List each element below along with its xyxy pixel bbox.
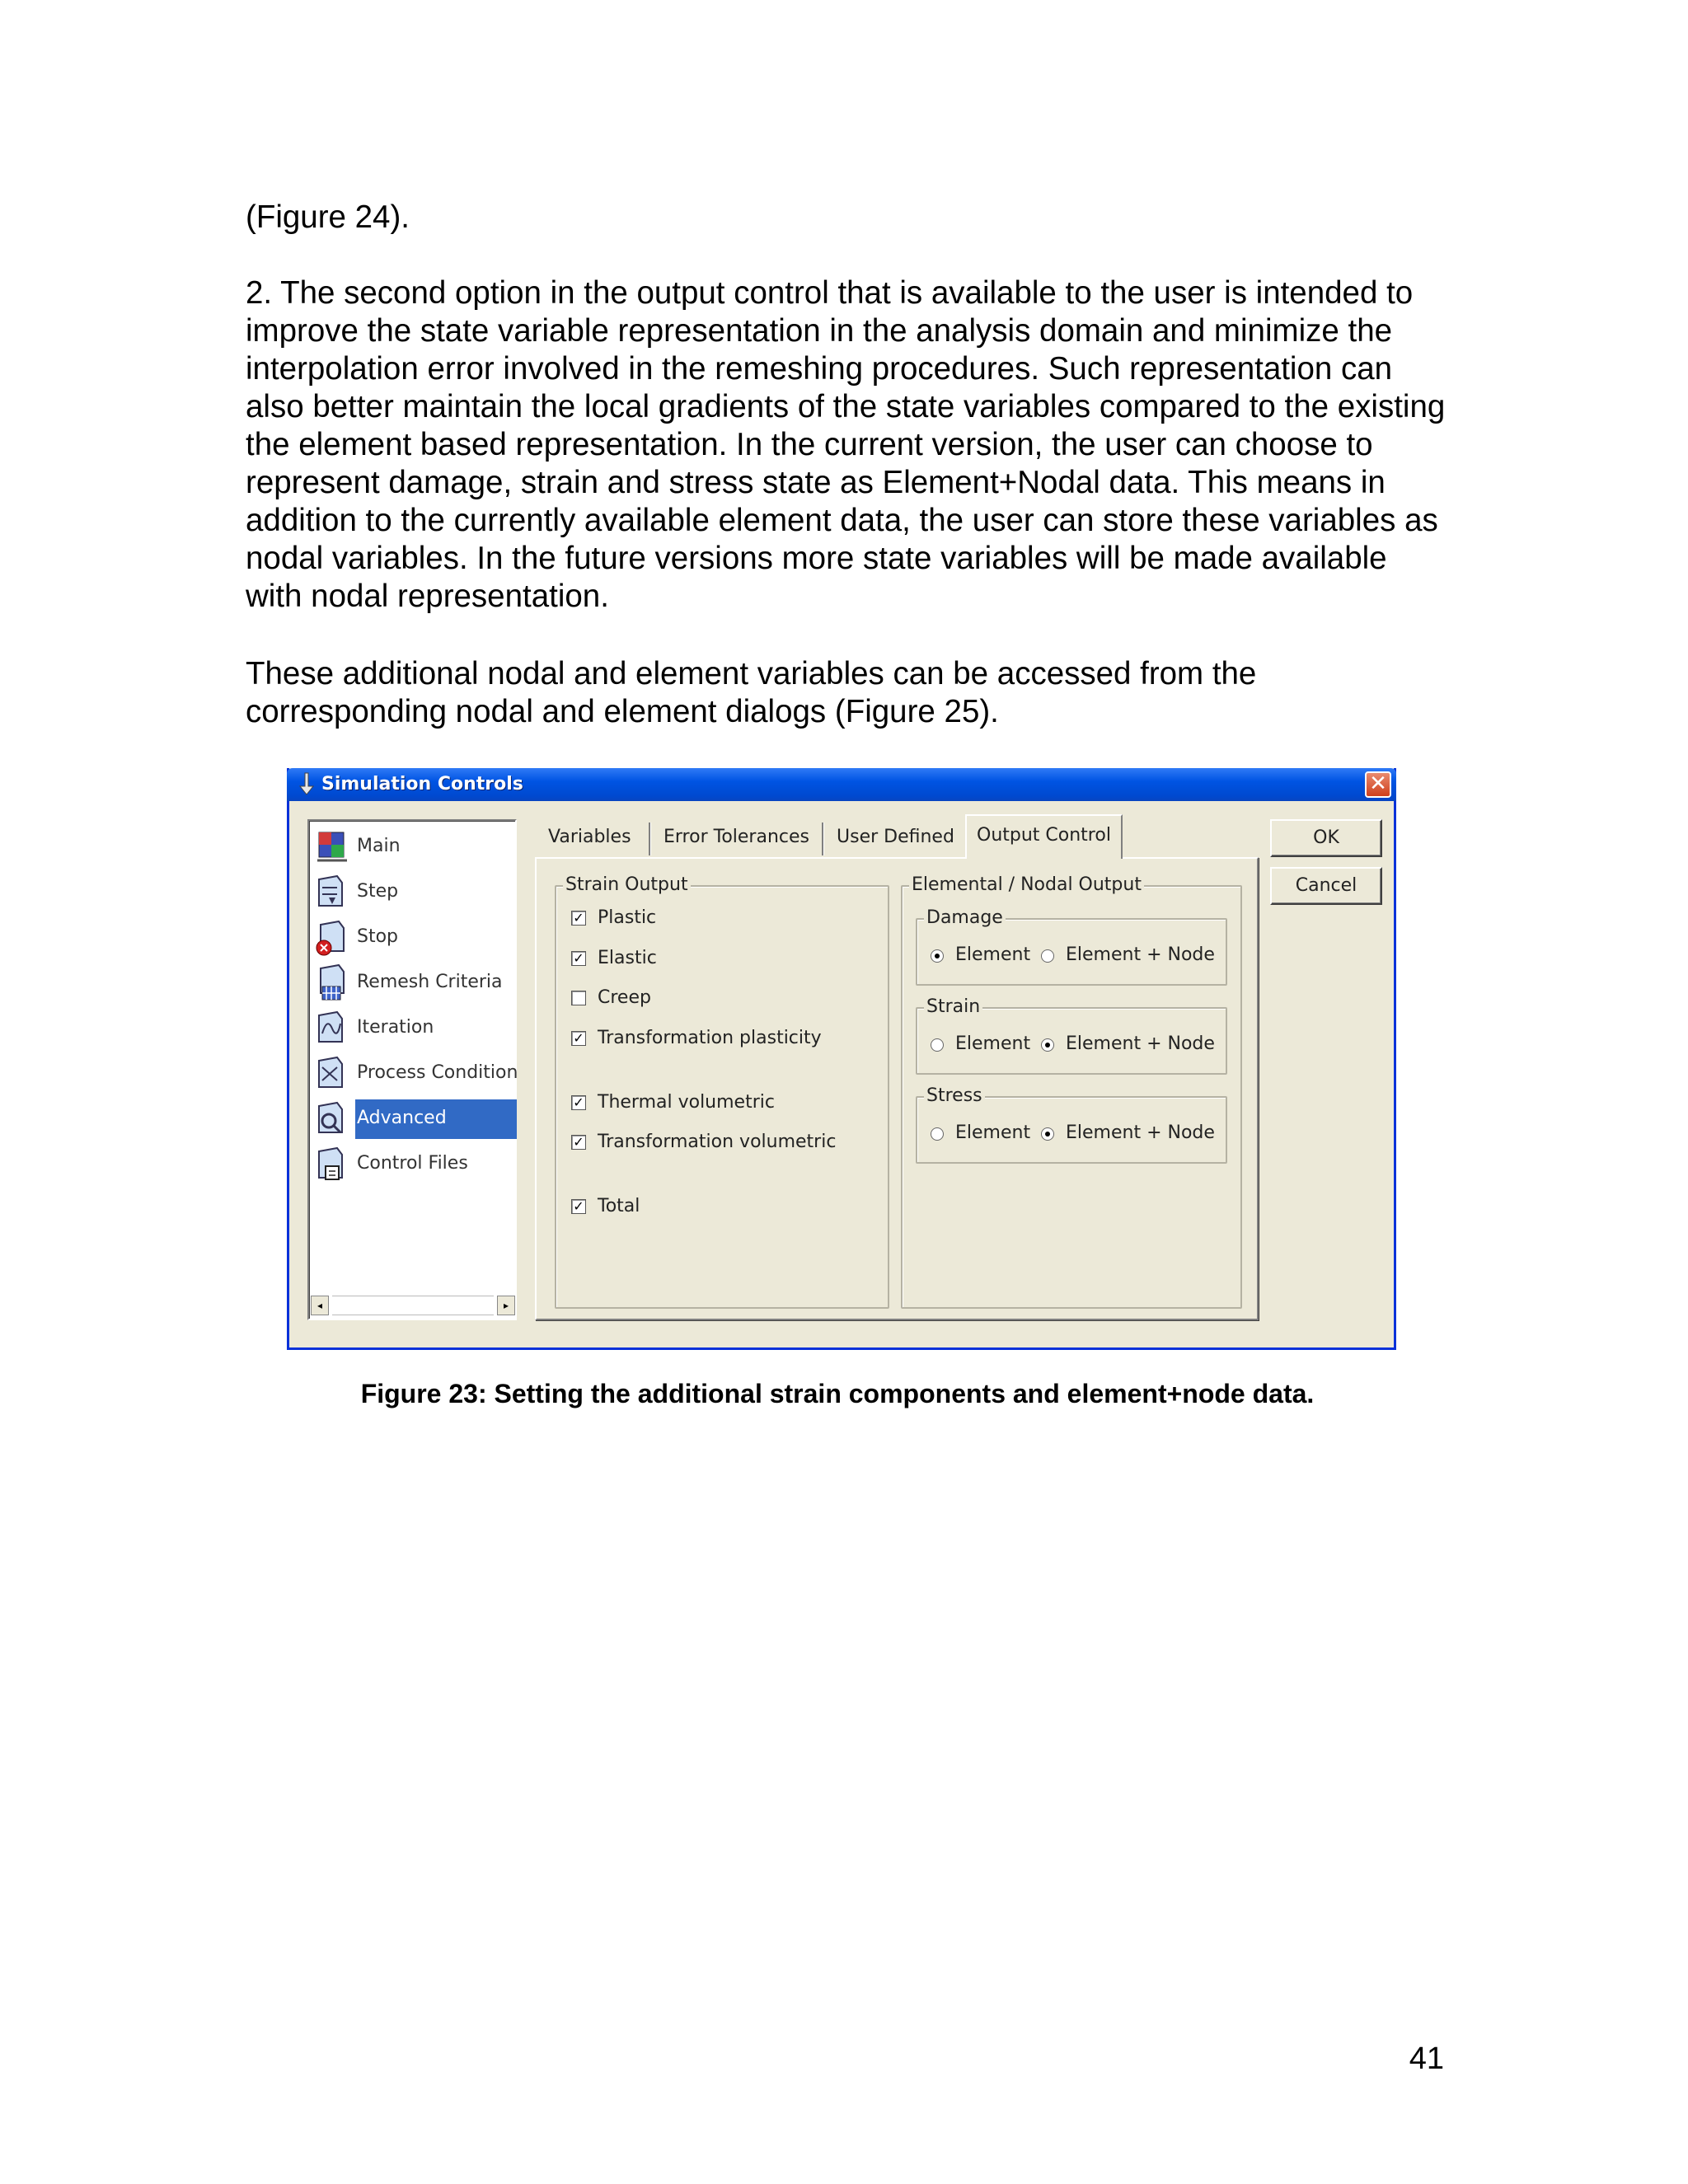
group-legend: Strain [924,996,982,1018]
nav-label: Process Condition [357,1062,518,1083]
check-icon: ✓ [571,911,586,926]
nav-label: Main [357,836,401,856]
nav-item-stop[interactable] [312,916,517,958]
checkbox-label: Total [598,1196,640,1216]
group-legend: Strain Output [563,874,691,896]
arrow-left-icon: ◂ [316,1300,323,1311]
stop-icon [314,918,350,956]
check-icon: ✓ [571,1135,586,1150]
radio-label: Element [955,944,1031,965]
scroll-track[interactable] [332,1296,494,1315]
dialog-titlebar[interactable] [287,768,1396,801]
radio-stress-element[interactable] [931,1127,944,1141]
nav-label: Iteration [357,1017,434,1038]
checkbox-label: Plastic [598,907,657,928]
nav-label: Step [357,881,399,902]
page-number: 41 [1409,2041,1444,2076]
checkbox-label: Transformation volumetric [598,1132,837,1152]
strain-group [916,996,1227,1075]
radio-strain-element[interactable] [931,1038,944,1052]
check-icon: ✓ [571,1199,586,1214]
group-legend: Damage [924,907,1006,929]
elemental-nodal-output-group [901,874,1242,1309]
ok-button[interactable]: OK [1270,819,1382,857]
nav-item-control-files[interactable] [312,1143,517,1184]
radio-label: Element + Node [1066,944,1215,965]
tab-output-control[interactable]: Output Control [965,814,1123,859]
radio-stress-element-node[interactable] [1041,1127,1054,1141]
main-icon [314,827,350,865]
cancel-button[interactable]: Cancel [1270,867,1382,905]
arrow-right-icon: ▸ [503,1300,509,1311]
output-control-panel [535,857,1259,1320]
scroll-right-button[interactable] [497,1296,515,1315]
radio-label: Element [955,1122,1031,1143]
checkbox-label: Creep [598,987,651,1008]
tab-separator [649,823,651,855]
checkbox-label: Transformation plasticity [598,1028,822,1048]
step-icon [314,873,350,911]
damage-group [916,907,1227,986]
nav-item-main[interactable] [312,826,517,867]
strain-output-group [555,874,889,1309]
tab-separator [822,823,824,855]
stress-group [916,1085,1227,1164]
check-icon: ✓ [571,1031,586,1046]
scroll-left-button[interactable] [311,1296,329,1315]
tab-variables[interactable]: Variables [548,827,631,847]
settings-nav-list[interactable] [307,819,517,1320]
figure-caption [0,1377,1688,1410]
process-icon [314,1054,350,1092]
checkbox-unchecked [571,991,586,1005]
nav-item-advanced[interactable] [312,1098,517,1139]
nav-label: Advanced [357,1108,447,1128]
radio-label: Element + Node [1066,1033,1215,1054]
nav-label: Stop [357,926,399,947]
radio-damage-element-node[interactable] [1041,949,1054,963]
paragraph-nodal-dialogs: These additional nodal and element variables can be accessed from the corresponding nodal and element dialogs (Figure 25). [246,656,1257,729]
figure-caption-text: Figure 23: Setting the additional strain components and element+node data. [360,1379,1315,1408]
radio-label: Element [955,1033,1031,1054]
nav-item-process-condition[interactable] [312,1052,517,1094]
app-icon [295,771,318,796]
paragraph-output-option: 2. The second option in the output control that is available to the user is intended to improve the state variable representation in the analysis domain and minimize the interpolation error involved in the remeshing procedures. Such representation can also better maintain the local gradients of the state variables compared to the existing the element based representation. In the current version, the user can choose to represent damage, strain and stress state as Element+Nodal data. This means in addition to the currently available element data, the user can store these variables as nodal variables. In the future versions more state variables will be made available with nodal representation. [246,275,1446,614]
paragraph-figure-ref: (Figure 24). [246,199,410,235]
radio-label: Element + Node [1066,1122,1215,1143]
tab-user-defined[interactable]: User Defined [837,827,954,847]
check-icon: ✓ [571,951,586,966]
checkbox-label: Elastic [598,948,657,968]
radio-damage-element[interactable] [931,949,944,963]
nav-item-iteration[interactable] [312,1007,517,1048]
dialog-title: Simulation Controls [321,774,523,794]
close-button[interactable] [1365,771,1391,798]
simulation-controls-dialog [287,768,1396,1350]
group-legend: Stress [924,1085,985,1107]
group-legend: Elemental / Nodal Output [909,874,1144,896]
nav-label: Remesh Criteria [357,972,503,992]
tab-error-tolerances[interactable]: Error Tolerances [663,827,809,847]
nav-item-step[interactable] [312,871,517,912]
iteration-icon [314,1009,350,1047]
radio-strain-element-node[interactable] [1041,1038,1054,1052]
check-icon: ✓ [571,1095,586,1110]
checkbox-label: Thermal volumetric [598,1092,775,1113]
nav-label: Control Files [357,1153,468,1174]
nav-item-remesh-criteria[interactable] [312,962,517,1003]
close-icon: ✕ [1369,771,1387,796]
control-files-icon [314,1145,350,1183]
horizontal-scrollbar[interactable] [311,1296,515,1317]
advanced-icon [314,1099,350,1137]
remesh-icon [314,963,350,1001]
